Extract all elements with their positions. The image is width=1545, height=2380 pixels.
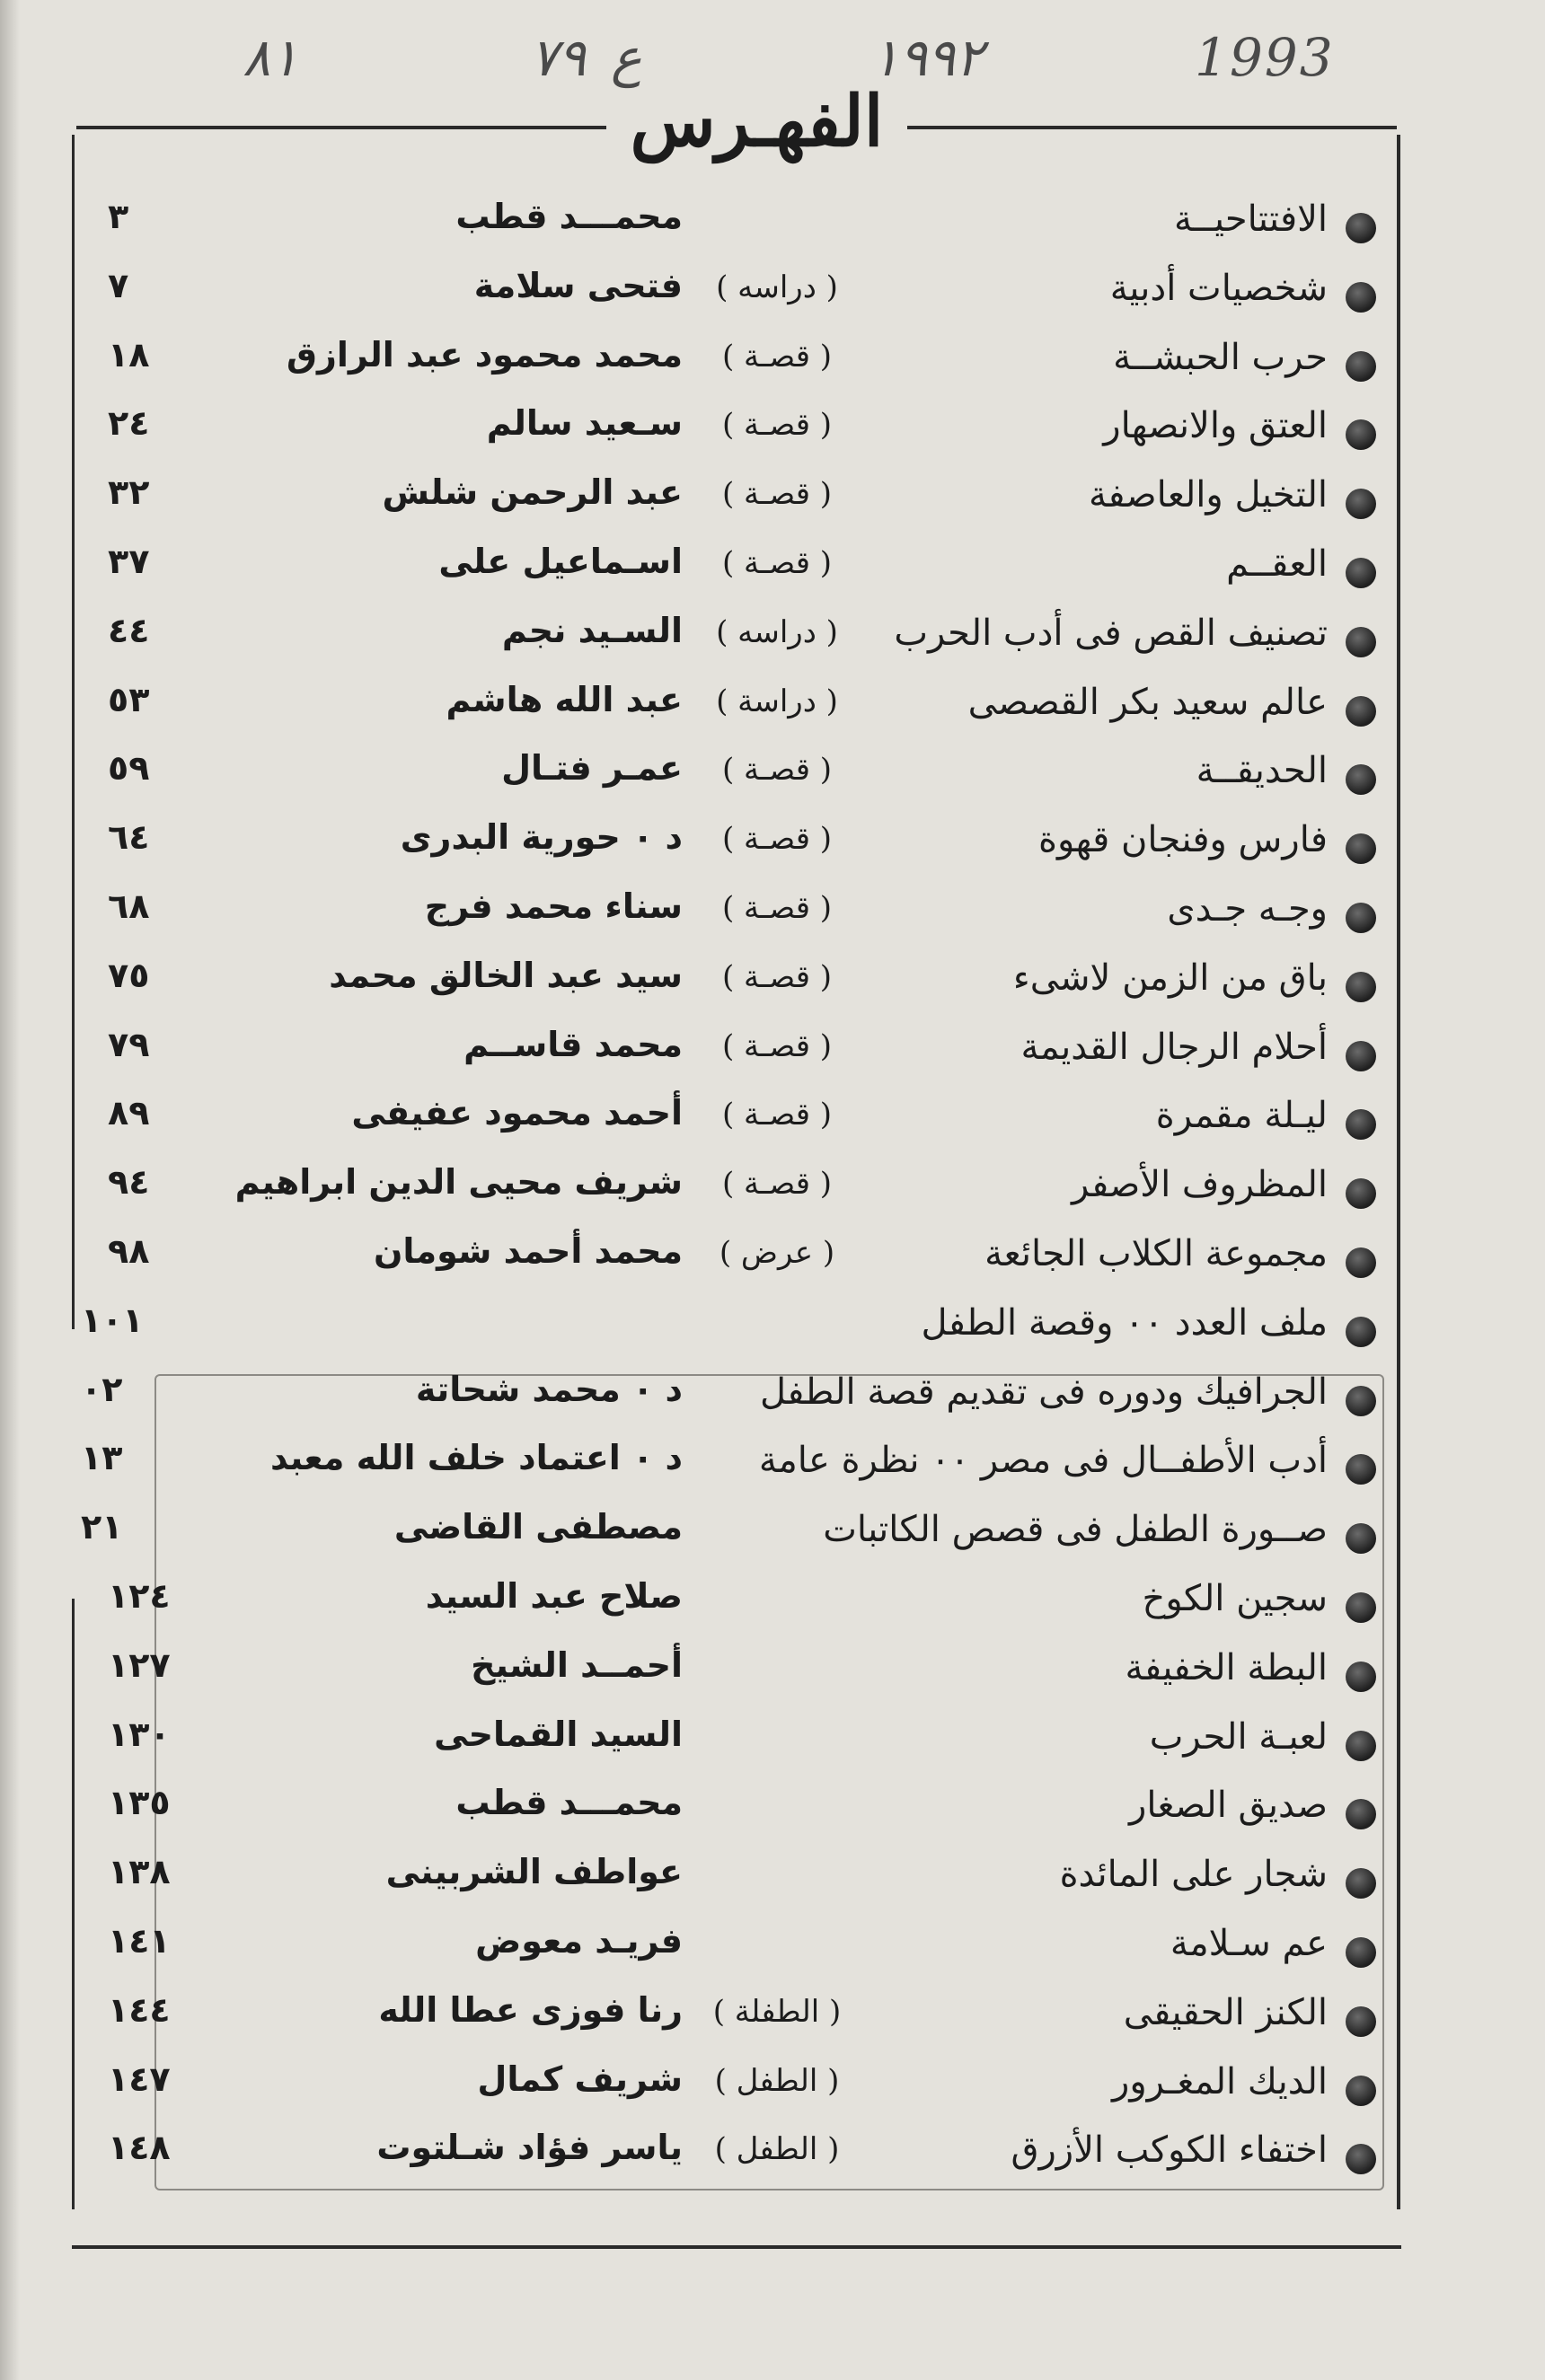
entry-type: ( عرض ) bbox=[719, 1234, 835, 1271]
entry-type: ( الطفل ) bbox=[714, 2131, 840, 2168]
entry-title: الحديقــة bbox=[1196, 750, 1328, 792]
bullet-icon bbox=[1346, 903, 1376, 933]
page-title: الفهـرس bbox=[630, 81, 884, 163]
entry-title: اختفاء الكوكب الأزرق bbox=[1011, 2129, 1328, 2172]
entry-author: محمد محمود عبد الرازق bbox=[287, 334, 683, 375]
entry-author: أحمــد الشيخ bbox=[471, 1644, 683, 1685]
entry-author: محمـــد قطب bbox=[455, 197, 683, 236]
entry-page-number: ٥٣ bbox=[108, 679, 150, 719]
bullet-icon bbox=[1346, 627, 1376, 657]
entry-title: شجار على المائدة bbox=[1059, 1854, 1328, 1896]
entry-type: ( قصـة ) bbox=[721, 821, 833, 858]
entry-page-number: ١٣٨ bbox=[108, 1852, 171, 1892]
entry-type: ( قصـة ) bbox=[721, 476, 833, 513]
entry-page-number: ٣٧ bbox=[108, 541, 150, 581]
entry-author: السيد القماحى bbox=[434, 1714, 683, 1754]
toc-row bbox=[81, 400, 1392, 469]
entry-type: ( قصـة ) bbox=[721, 1097, 833, 1133]
entry-page-number: ٥٩ bbox=[108, 748, 150, 789]
entry-title: فارس وفنجان قهوة bbox=[1038, 819, 1328, 861]
entry-author: عمـر فتـال bbox=[501, 748, 683, 789]
entry-page-number: ٩٨ bbox=[108, 1230, 150, 1271]
entry-type: ( قصـة ) bbox=[721, 889, 833, 926]
bullet-icon bbox=[1346, 1731, 1376, 1761]
page-edge-shadow bbox=[0, 0, 20, 2380]
toc-row bbox=[81, 1711, 1392, 1780]
entry-page-number: ٦٤ bbox=[108, 817, 150, 858]
title-rule-right bbox=[907, 126, 1397, 129]
entry-page-number: ٩٤ bbox=[108, 1162, 150, 1203]
entry-title: وجـه جـدى bbox=[1167, 887, 1328, 930]
toc-row bbox=[81, 193, 1392, 262]
bullet-icon bbox=[1346, 489, 1376, 519]
entry-page-number: ١٠١ bbox=[81, 1300, 144, 1340]
bullet-icon bbox=[1346, 282, 1376, 313]
bullet-icon bbox=[1346, 1799, 1376, 1829]
entry-author: د ٠ حورية البدرى bbox=[400, 817, 683, 858]
title-rule-left bbox=[76, 126, 606, 129]
bullet-icon bbox=[1346, 2144, 1376, 2174]
entry-type: ( قصـة ) bbox=[721, 958, 833, 995]
toc-row bbox=[81, 745, 1392, 814]
entry-author: عبد الرحمن شلش bbox=[382, 472, 683, 513]
entry-title: ليـلة مقمرة bbox=[1155, 1095, 1328, 1137]
entry-title: الجرافيك ودوره فى تقديم قصة الطفل bbox=[760, 1371, 1328, 1413]
toc-row bbox=[81, 1434, 1392, 1503]
toc-row bbox=[81, 331, 1392, 401]
entry-author: عواطف الشربينى bbox=[385, 1852, 683, 1892]
bullet-icon bbox=[1346, 213, 1376, 243]
entry-author: اسـماعيل على bbox=[438, 541, 683, 581]
handwritten-note: ٨١ bbox=[243, 27, 299, 88]
entry-page-number: ١٤١ bbox=[108, 1920, 171, 1961]
bullet-icon bbox=[1346, 419, 1376, 450]
entry-title: الافتتاحيــة bbox=[1173, 198, 1328, 240]
entry-author: صلاح عبد السيد bbox=[425, 1575, 683, 1616]
bullet-icon bbox=[1346, 1317, 1376, 1347]
toc-row bbox=[81, 1917, 1392, 1987]
toc-row bbox=[81, 1779, 1392, 1848]
entry-page-number: ١٣٥ bbox=[108, 1783, 171, 1823]
entry-type: ( الطفلة ) bbox=[712, 1993, 842, 2030]
toc-row bbox=[81, 1089, 1392, 1159]
bullet-icon bbox=[1346, 1868, 1376, 1899]
entry-page-number: ٣ bbox=[108, 197, 129, 236]
toc-frame-left-lower bbox=[72, 1599, 75, 2209]
entry-type: ( قصـة ) bbox=[721, 1166, 833, 1203]
entry-author: سناء محمد فرج bbox=[424, 886, 683, 926]
toc-row bbox=[81, 262, 1392, 331]
toc-row bbox=[81, 1297, 1392, 1366]
entry-page-number: ١٣ bbox=[81, 1438, 123, 1478]
bullet-icon bbox=[1346, 2006, 1376, 2037]
bullet-icon bbox=[1346, 1592, 1376, 1623]
entry-author: عبد الله هاشم bbox=[446, 679, 683, 719]
toc-row bbox=[81, 1228, 1392, 1297]
bottom-rule bbox=[72, 2245, 1401, 2249]
handwritten-note: 1993 bbox=[1195, 27, 1335, 88]
entry-title: صــورة الطفل فى قصص الكاتبات bbox=[823, 1509, 1328, 1551]
toc-row bbox=[81, 1573, 1392, 1642]
entry-page-number: ٣٢ bbox=[108, 472, 150, 513]
bullet-icon bbox=[1346, 764, 1376, 795]
entry-author: د ٠ محمد شحاتة bbox=[415, 1369, 683, 1409]
entry-type: ( قصـة ) bbox=[721, 752, 833, 789]
entry-page-number: ١٣٠ bbox=[108, 1714, 171, 1754]
table-of-contents bbox=[81, 193, 1392, 2193]
entry-page-number: ٢٤ bbox=[108, 403, 150, 444]
entry-page-number: ٤٤ bbox=[108, 610, 150, 650]
entry-author: مصطفى القاضى bbox=[393, 1507, 683, 1547]
toc-row bbox=[81, 1848, 1392, 1917]
toc-row bbox=[81, 1503, 1392, 1573]
entry-page-number: ٧٩ bbox=[108, 1024, 150, 1064]
entry-title: مجموعة الكلاب الجائعة bbox=[984, 1232, 1328, 1274]
entry-title: سجين الكوخ bbox=[1142, 1577, 1328, 1619]
entry-page-number: ٠٢ bbox=[81, 1369, 123, 1409]
toc-row bbox=[81, 883, 1392, 952]
entry-page-number: ١٢٤ bbox=[108, 1575, 171, 1616]
handwritten-note: ع bbox=[611, 27, 642, 88]
bullet-icon bbox=[1346, 833, 1376, 864]
entry-title: ملف العدد ٠٠ وقصة الطفل bbox=[921, 1301, 1328, 1344]
entry-author: محمـــد قطب bbox=[455, 1783, 683, 1823]
entry-title: أحلام الرجال القديمة bbox=[1020, 1026, 1328, 1068]
bullet-icon bbox=[1346, 351, 1376, 382]
toc-frame-left-upper bbox=[72, 135, 75, 1329]
toc-row bbox=[81, 607, 1392, 676]
bullet-icon bbox=[1346, 1386, 1376, 1416]
entry-title: باق من الزمن لاشىء bbox=[1012, 956, 1328, 999]
entry-page-number: ١٤٨ bbox=[108, 2128, 171, 2168]
entry-page-number: ٧ bbox=[108, 265, 129, 305]
entry-author: سيد عبد الخالق محمد bbox=[329, 955, 683, 995]
entry-type: ( الطفل ) bbox=[714, 2062, 840, 2099]
entry-page-number: ٧٥ bbox=[108, 955, 150, 995]
entry-page-number: ١٤٧ bbox=[108, 2058, 171, 2099]
handwritten-note: ٧٩ bbox=[530, 27, 587, 88]
entry-title: البطة الخفيفة bbox=[1125, 1646, 1328, 1688]
entry-author: محمد أحمد شومان bbox=[373, 1230, 683, 1271]
entry-title: أدب الأطفــال فى مصر ٠٠ نظرة عامة bbox=[758, 1440, 1328, 1482]
entry-type: ( قصـة ) bbox=[721, 407, 833, 444]
toc-row bbox=[81, 1021, 1392, 1090]
entry-author: محمد قاســم bbox=[464, 1024, 683, 1064]
toc-row bbox=[81, 952, 1392, 1021]
entry-title: عم سـلامة bbox=[1170, 1922, 1328, 1964]
bullet-icon bbox=[1346, 1247, 1376, 1278]
entry-author: ياسر فؤاد شـلتوت bbox=[376, 2128, 683, 2168]
entry-title: لعبـة الحرب bbox=[1149, 1715, 1328, 1758]
entry-title: شخصيات أدبية bbox=[1109, 267, 1328, 309]
entry-type: ( قصـة ) bbox=[721, 1027, 833, 1064]
entry-author: رنا فوزى عطا الله bbox=[378, 1989, 683, 2030]
entry-author: السـيد نجم bbox=[501, 610, 683, 650]
entry-title: عالم سعيد بكر القصصى bbox=[967, 681, 1328, 723]
toc-row bbox=[81, 814, 1392, 883]
bullet-icon bbox=[1346, 1041, 1376, 1071]
entry-type: ( دراسه ) bbox=[716, 613, 838, 650]
entry-title: العتق والانصهار bbox=[1103, 405, 1328, 447]
entry-author: شريف محيى الدين ابراهيم bbox=[234, 1162, 683, 1203]
entry-author: فتحى سلامة bbox=[473, 265, 683, 305]
entry-title: الكنز الحقيقى bbox=[1123, 1991, 1328, 2033]
handwritten-note: ١٩٩٢ bbox=[871, 27, 984, 88]
bullet-icon bbox=[1346, 1523, 1376, 1554]
entry-title: المظروف الأصفر bbox=[1072, 1164, 1328, 1206]
bullet-icon bbox=[1346, 696, 1376, 727]
entry-page-number: ١٨ bbox=[108, 334, 150, 375]
entry-author: سـعيد سالم bbox=[486, 403, 683, 444]
entry-author: فريـد معوض bbox=[475, 1920, 683, 1961]
entry-page-number: ١٢٧ bbox=[108, 1644, 171, 1685]
toc-row bbox=[81, 1366, 1392, 1435]
entry-type: ( قصـة ) bbox=[721, 544, 833, 581]
entry-page-number: ٨٩ bbox=[108, 1093, 150, 1133]
entry-page-number: ٦٨ bbox=[108, 886, 150, 926]
entry-title: التخيل والعاصفة bbox=[1088, 474, 1328, 516]
toc-row bbox=[81, 538, 1392, 607]
toc-row bbox=[81, 469, 1392, 538]
toc-row bbox=[81, 1159, 1392, 1228]
bullet-icon bbox=[1346, 1454, 1376, 1485]
entry-title: الديك المغـرور bbox=[1112, 2060, 1328, 2102]
toc-row bbox=[81, 1987, 1392, 2056]
bullet-icon bbox=[1346, 1178, 1376, 1209]
toc-row bbox=[81, 1642, 1392, 1711]
entry-type: ( دراسة ) bbox=[716, 683, 838, 719]
toc-row bbox=[81, 676, 1392, 745]
toc-row bbox=[81, 2124, 1392, 2193]
bullet-icon bbox=[1346, 558, 1376, 588]
entry-type: ( قصـة ) bbox=[721, 338, 833, 375]
entry-author: أحمد محمود عفيفى bbox=[351, 1093, 683, 1133]
entry-title: العقــم bbox=[1226, 542, 1328, 585]
entry-title: صديق الصغار bbox=[1129, 1785, 1328, 1827]
entry-type: ( دراسه ) bbox=[716, 269, 838, 305]
entry-title: تصنيف القص فى أدب الحرب bbox=[894, 612, 1328, 654]
bullet-icon bbox=[1346, 1662, 1376, 1692]
bullet-icon bbox=[1346, 1109, 1376, 1140]
entry-page-number: ٢١ bbox=[81, 1507, 123, 1547]
entry-page-number: ١٤٤ bbox=[108, 1989, 171, 2030]
bullet-icon bbox=[1346, 1937, 1376, 1968]
bullet-icon bbox=[1346, 972, 1376, 1002]
entry-author: د ٠ اعتماد خلف الله معبد bbox=[269, 1438, 683, 1478]
entry-title: حرب الحبشــة bbox=[1113, 336, 1328, 378]
entry-author: شريف كمال bbox=[477, 2058, 683, 2099]
bullet-icon bbox=[1346, 2076, 1376, 2106]
toc-row bbox=[81, 2056, 1392, 2125]
